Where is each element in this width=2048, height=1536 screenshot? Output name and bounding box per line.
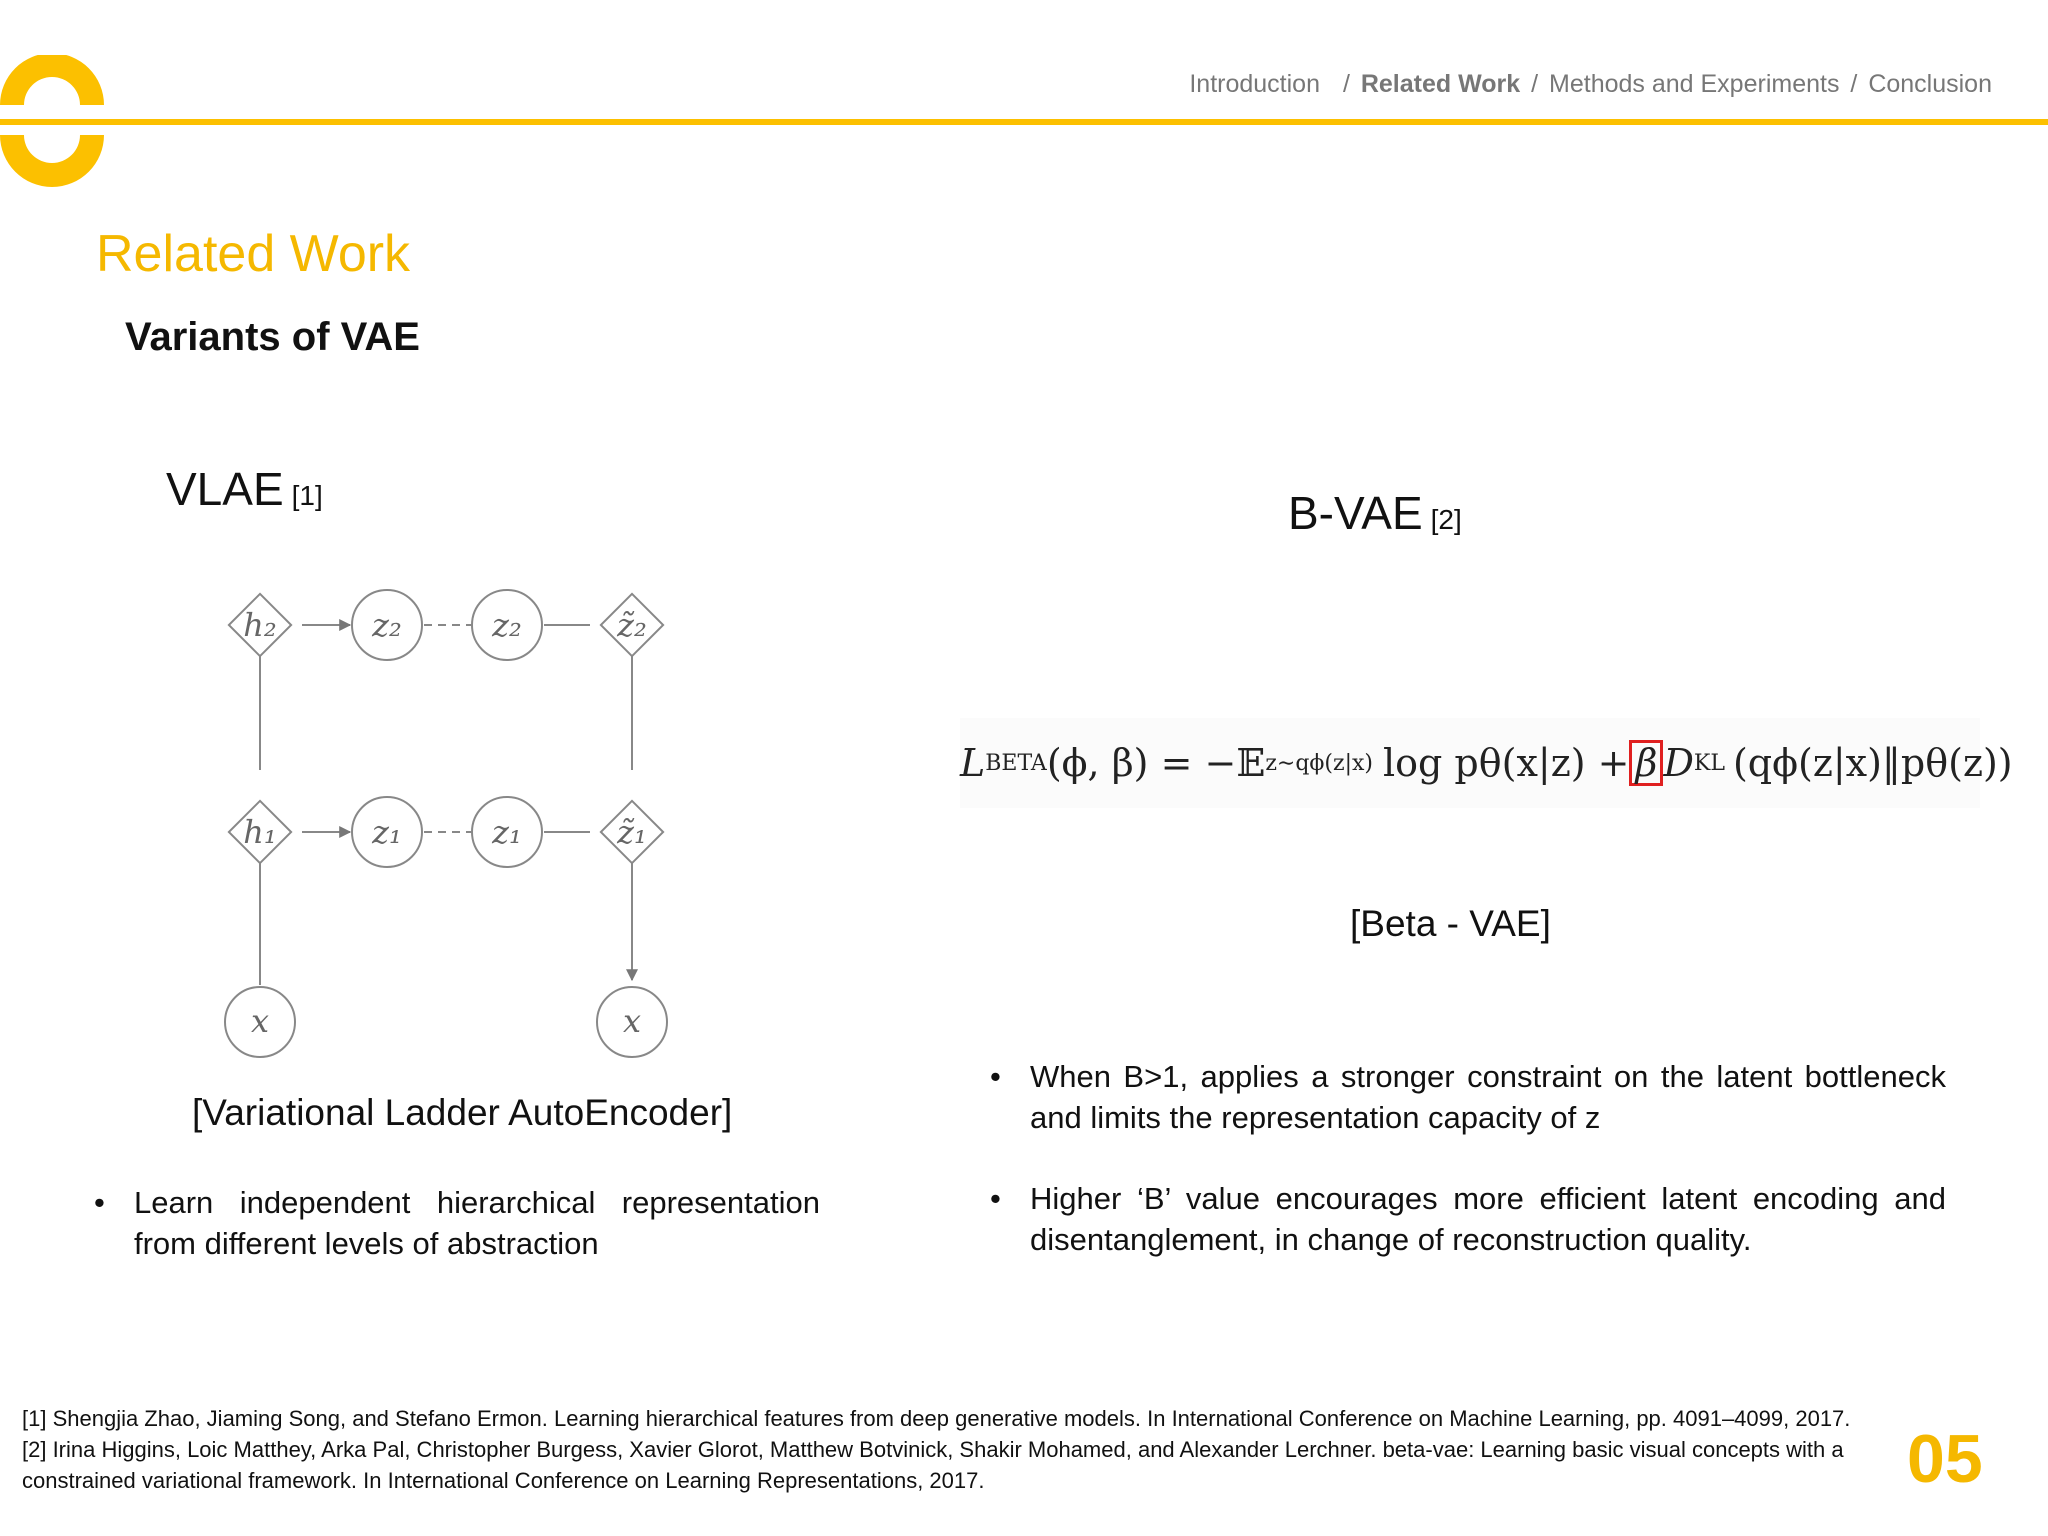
- logo-icon: [0, 55, 110, 195]
- label-z2-prime: z₂: [492, 606, 522, 644]
- bvae-heading: [1288, 486, 1462, 540]
- vlae-heading-text: VLAE: [166, 463, 284, 515]
- subsection-title: Variants of VAE: [125, 315, 420, 359]
- label-x-input: x: [250, 1002, 270, 1040]
- nav-item-related-work[interactable]: Related Work: [1360, 70, 1521, 98]
- formula-mid: log pθ(x|z) +: [1383, 741, 1630, 785]
- vlae-bullet-list: [94, 1182, 820, 1264]
- beta-highlight-box: β: [1629, 740, 1663, 786]
- nav-item-conclusion[interactable]: Conclusion: [1868, 70, 1992, 98]
- bullet-text: When B>1, applies a stronger constraint on the latent bottleneck and limits the representation capacity of z: [1030, 1059, 1946, 1135]
- bvae-bullet-list: [990, 1056, 1946, 1260]
- formula-rhs: D: [1663, 741, 1694, 785]
- label-z1-prime: z₁: [492, 813, 522, 851]
- label-x-output: x: [622, 1002, 642, 1040]
- nav-separator: /: [1850, 70, 1858, 98]
- breadcrumb: [1189, 70, 1992, 99]
- section-title: Related Work: [96, 225, 411, 283]
- vlae-heading: [166, 462, 323, 516]
- formula-lhs-sub: BETA: [985, 750, 1047, 776]
- beta-vae-formula: [960, 718, 2013, 808]
- list-item: [990, 1178, 1946, 1260]
- bvae-heading-text: B-VAE: [1288, 487, 1423, 539]
- bvae-caption: [Beta - VAE]: [1350, 903, 1551, 944]
- vlae-ref: [1]: [291, 480, 323, 511]
- label-z2: z₂: [372, 606, 402, 644]
- reference-2: [2] Irina Higgins, Loic Matthey, Arka Pal, Christopher Burgess, Xavier Glorot, Matthew Botvinick, Shakir Mohamed, and Alexander Lerchner. beta-vae: Learning basic visual concepts with a constrained variational framework. In International Conference on Learning Representations, 2017.: [22, 1437, 1844, 1493]
- vlae-diagram: [200, 570, 700, 1070]
- formula-rhs-args: (qϕ(z|x)‖pθ(z)): [1732, 741, 2013, 785]
- label-z2-tilde: z̃₂: [617, 606, 647, 644]
- list-item: [990, 1056, 1946, 1138]
- label-h1: h₁: [243, 813, 277, 851]
- formula-lhs: L: [960, 741, 986, 785]
- bvae-ref: [2]: [1430, 504, 1462, 535]
- header-rule: [0, 119, 2048, 125]
- nav-item-methods-and-experiments[interactable]: Methods and Experiments: [1549, 70, 1840, 98]
- bullet-icon: •: [990, 1181, 1001, 1216]
- vlae-caption: [Variational Ladder AutoEncoder]: [192, 1092, 733, 1133]
- bullet-text: Higher ‘B’ value encourages more efficient latent encoding and disentanglement, in change of reconstruction quality.: [1030, 1181, 1946, 1257]
- formula-lhs-args: (ϕ, β) = −𝔼: [1046, 741, 1266, 785]
- bullet-icon: •: [990, 1059, 1001, 1094]
- nav-item-introduction[interactable]: Introduction: [1189, 70, 1320, 98]
- list-item: [94, 1182, 820, 1264]
- label-z1-tilde: z̃₁: [617, 813, 647, 851]
- reference-1: [1] Shengjia Zhao, Jiaming Song, and Stefano Ermon. Learning hierarchical features from deep generative models. In International Conference on Machine Learning, pp. 4091–4099, 2017.: [22, 1406, 1851, 1431]
- bullet-icon: •: [94, 1185, 105, 1220]
- formula-expect-sub: z∼qϕ(z|x): [1265, 750, 1373, 776]
- bullet-text: Learn independent hierarchical representation from different levels of abstraction: [134, 1185, 820, 1261]
- label-h2: h₂: [243, 606, 277, 644]
- label-z1: z₁: [372, 813, 402, 851]
- formula-rhs-sub: KL: [1693, 750, 1725, 776]
- references: [22, 1403, 1852, 1496]
- nav-separator: /: [1342, 70, 1350, 98]
- nav-separator: /: [1531, 70, 1539, 98]
- page-number: 05: [1907, 1421, 1983, 1497]
